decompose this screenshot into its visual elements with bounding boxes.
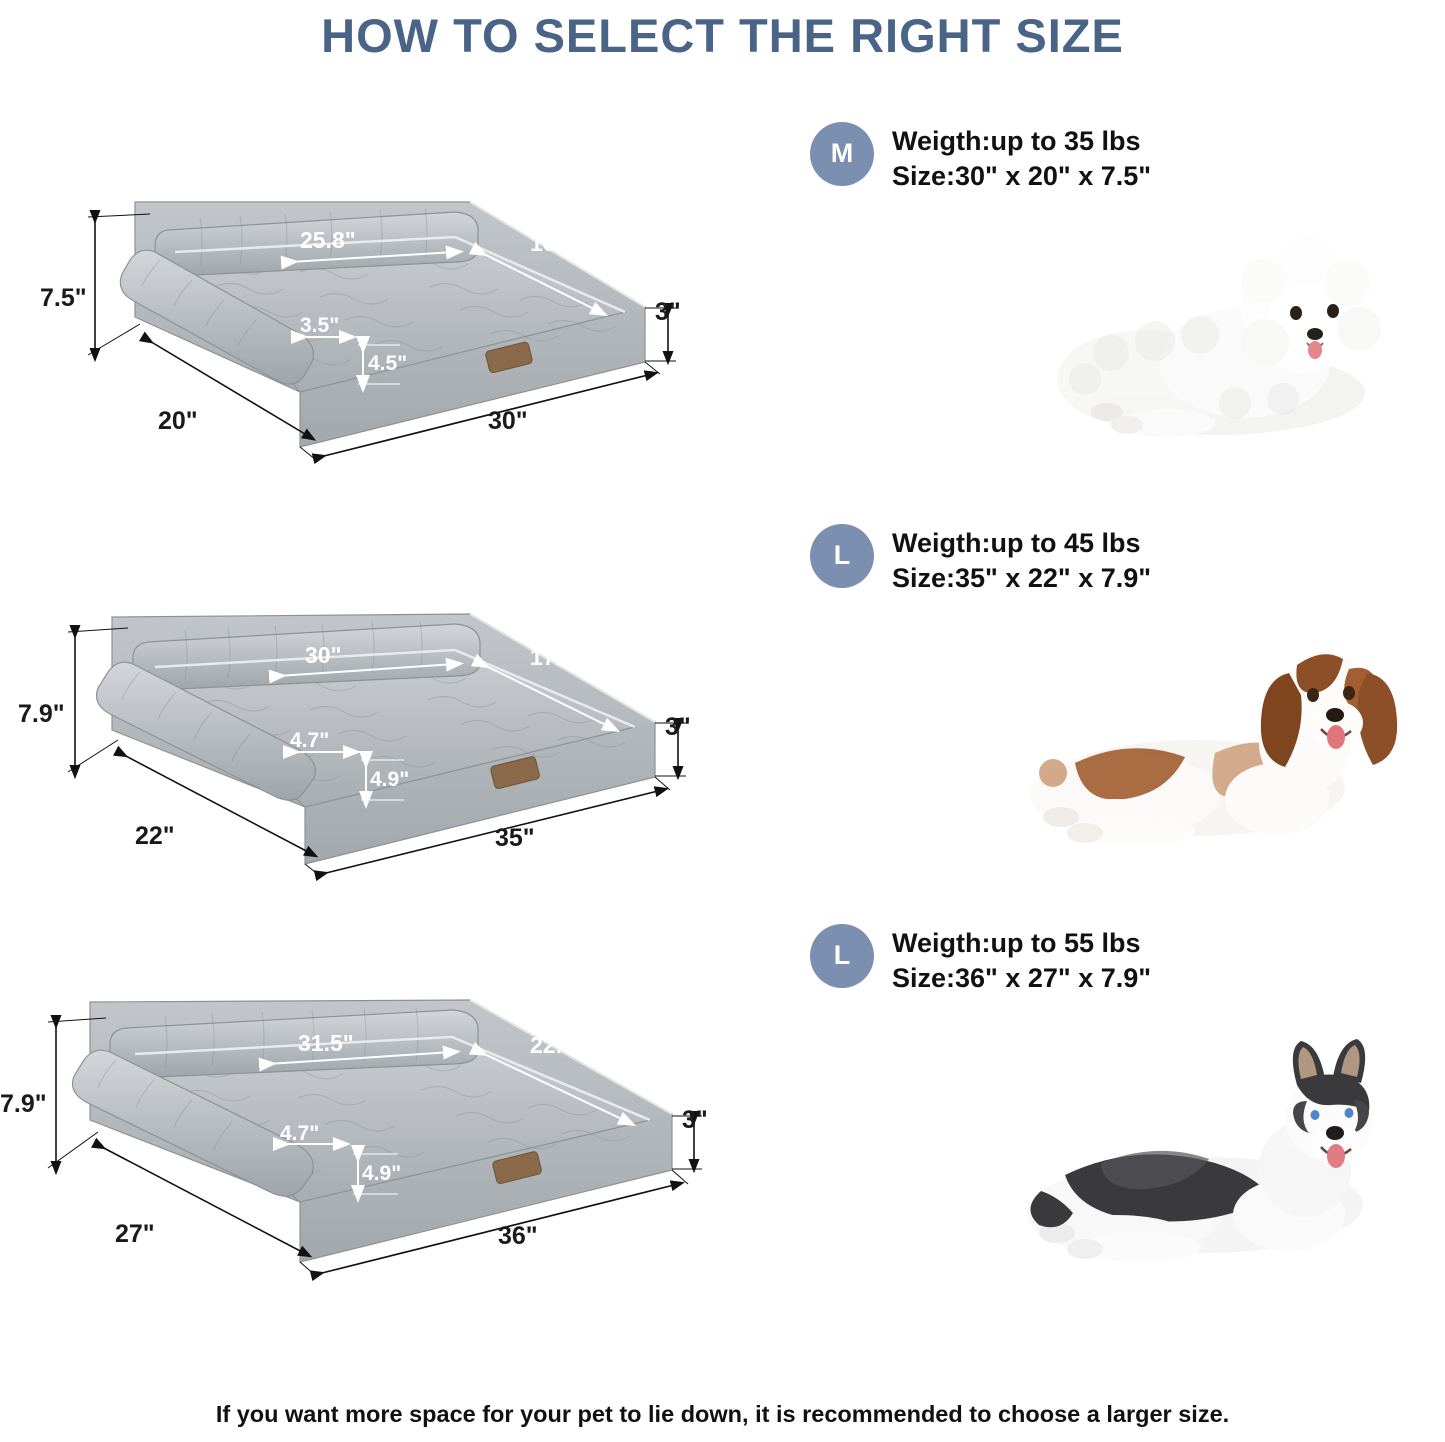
spec-block xyxy=(810,122,1151,195)
dim-inner-long: 31.5" xyxy=(298,1029,354,1056)
spec-weight: Weigth:up to 35 lbs xyxy=(892,125,1141,156)
dim-bolster-width: 3.5" xyxy=(300,313,340,337)
dim-inner-short: 22.6" xyxy=(530,1031,586,1058)
bed-illustration xyxy=(0,472,790,882)
size-row xyxy=(0,882,1445,1292)
spec-block xyxy=(810,924,1151,997)
dim-base-height: 3" xyxy=(682,1105,708,1134)
dim-height: 7.9" xyxy=(0,1089,47,1118)
dim-bolster-height: 4.9" xyxy=(362,1161,402,1185)
dog-photo-bichon xyxy=(1015,203,1435,458)
spec-size: Size:35" x 22" x 7.9" xyxy=(892,563,1152,594)
page-title: HOW TO SELECT THE RIGHT SIZE xyxy=(321,9,1124,62)
spec-weight: Weigth:up to 45 lbs xyxy=(892,527,1141,558)
bed-diagram-l45 xyxy=(0,472,790,882)
dim-inner-short: 16" xyxy=(530,229,567,256)
size-badge: L xyxy=(810,524,874,588)
dim-depth: 22" xyxy=(135,821,175,850)
spec-lines xyxy=(892,924,1151,997)
dim-bolster-width: 4.7" xyxy=(290,728,330,752)
dim-bolster-height: 4.9" xyxy=(370,767,410,791)
spec-lines xyxy=(892,524,1151,597)
dim-base-height: 3" xyxy=(665,712,691,741)
size-badge: M xyxy=(810,122,874,186)
husky-photo xyxy=(1005,1023,1435,1273)
dim-length: 36" xyxy=(498,1221,538,1250)
dim-height: 7.5" xyxy=(40,283,87,312)
size-badge: L xyxy=(810,924,874,988)
dim-base-height: 3" xyxy=(655,297,681,326)
size-rows xyxy=(0,62,1445,1292)
size-spec-l55 xyxy=(790,882,1445,1292)
spec-size: Size:36" x 27" x 7.9" xyxy=(892,963,1152,994)
dim-bolster-width: 4.7" xyxy=(280,1121,320,1145)
bed-diagram-l55 xyxy=(0,882,790,1292)
dim-length: 30" xyxy=(488,406,528,435)
spec-lines xyxy=(892,122,1151,195)
spec-block xyxy=(810,524,1151,597)
brittany-spaniel-photo xyxy=(1005,603,1435,863)
bichon-frise-photo xyxy=(1015,203,1435,453)
dim-inner-long: 25.8" xyxy=(300,226,356,253)
spec-size: Size:30" x 20" x 7.5" xyxy=(892,161,1152,192)
dog-photo-husky xyxy=(1005,1023,1435,1278)
bed-diagram-m xyxy=(0,62,790,472)
dim-depth: 27" xyxy=(115,1219,155,1248)
spec-weight: Weigth:up to 55 lbs xyxy=(892,927,1141,958)
size-row xyxy=(0,472,1445,882)
dim-height: 7.9" xyxy=(18,699,65,728)
footer-note: If you want more space for your pet to lie down, it is recommended to choose a larger size. xyxy=(215,1401,1230,1427)
dim-inner-short: 17.7" xyxy=(530,643,586,670)
dim-inner-long: 30" xyxy=(305,641,342,668)
size-spec-l45 xyxy=(790,472,1445,882)
size-spec-m xyxy=(790,62,1445,472)
dog-photo-brittany xyxy=(1005,603,1435,868)
dim-bolster-height: 4.5" xyxy=(368,351,408,375)
bed-illustration xyxy=(0,62,790,472)
dim-depth: 20" xyxy=(158,406,198,435)
size-row xyxy=(0,62,1445,472)
dim-length: 35" xyxy=(495,823,535,852)
